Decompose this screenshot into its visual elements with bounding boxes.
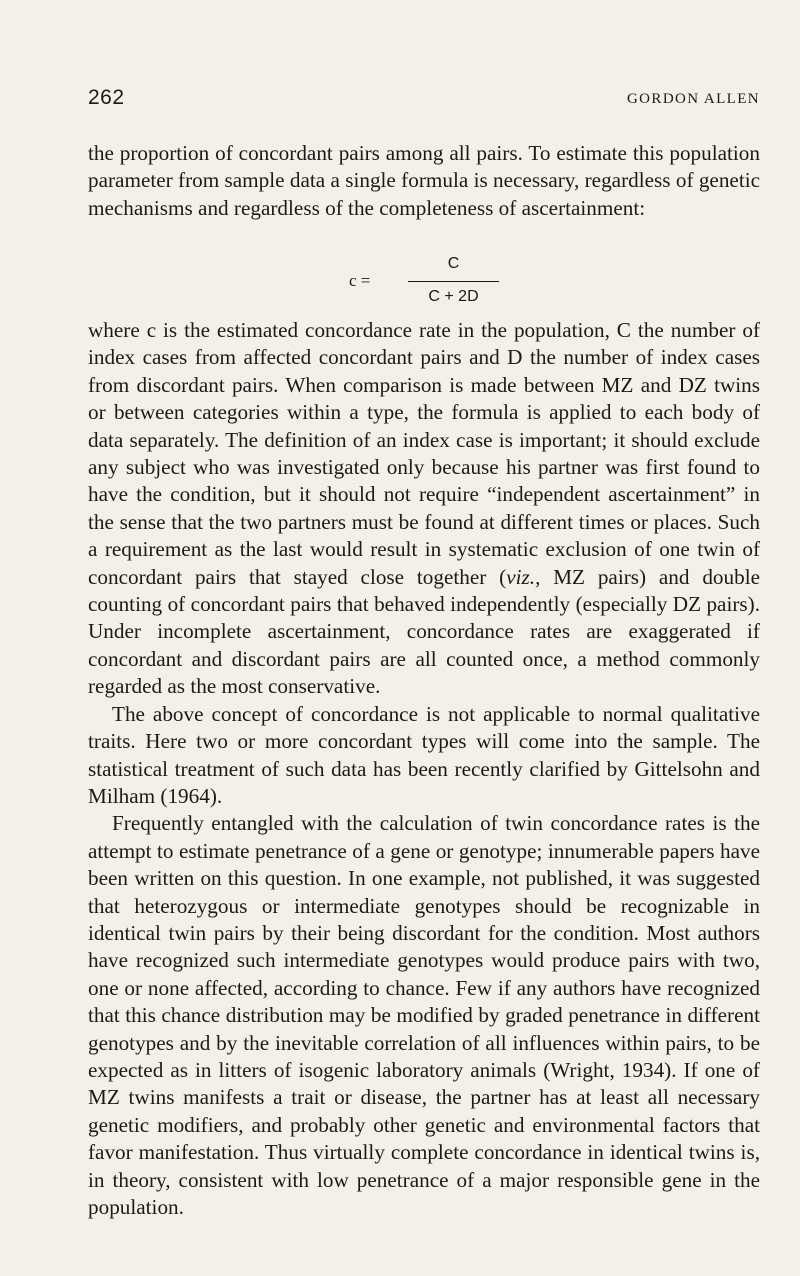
running-head bbox=[88, 86, 760, 112]
body-text-main bbox=[88, 317, 760, 1221]
concordance-formula bbox=[349, 255, 499, 311]
body-text-top bbox=[88, 140, 760, 222]
paragraph-3: The above concept of concordance is not applicable to normal qualitative traits. Here two or more concordant types will come into the sample. The statistical treatment of such data has been recently clarified by Gittelsohn and Milham (1964). bbox=[88, 701, 760, 808]
formula-denominator: C + 2D bbox=[428, 288, 479, 305]
page-number: 262 bbox=[88, 86, 125, 109]
paragraph-2-part-b: MZ pairs) and double counting of concordant pairs that behaved independently (especially DZ pairs). Under incomplete ascertainment, concordance rates are exaggerated if concordant and discordant pairs are all counted once, a method commonly regarded as the most conservative. bbox=[88, 564, 760, 699]
paragraph-2 bbox=[88, 317, 760, 701]
formula-numerator: C bbox=[447, 255, 460, 272]
paragraph-2-italic: viz., bbox=[506, 564, 541, 589]
fraction-bar bbox=[408, 281, 499, 282]
paragraph-1: the proportion of concordant pairs among all pairs. To estimate this population parameter from sample data a single formula is necessary, regardless of genetic mechanisms and regardless of the completeness of ascertainment: bbox=[88, 141, 760, 220]
paragraph-4: Frequently entangled with the calculation of twin concordance rates is the attempt to estimate penetrance of a gene or genotype; innumerable papers have been written on this question. In one example, not published, it was suggested that heterozygous or intermediate genotypes should be recognizable in identical twin pairs by their being discordant for the condition. Most authors have recognized such intermediate genotypes would produce pairs with two, one or none affected, according to chance. Few if any authors have recognized that this chance distribution may be modified by graded penetrance in different genotypes and by the inevitable correlation of all influences within pairs, to be expected as in litters of isogenic laboratory animals (Wright, 1934). If one of MZ twins manifests a trait or disease, the partner has at least all necessary genetic modifiers, and probably other genetic and environmental factors that favor manifestation. Thus virtually complete concordance in identical twins is, in theory, consistent with low penetrance of a major responsible gene in the population. bbox=[88, 811, 760, 1219]
formula-lhs: c = bbox=[349, 271, 371, 290]
paragraph-2-part-a: where c is the estimated concordance rate in the population, C the number of index cases from affected concordant pairs and D the number of index cases from discordant pairs. When comparison is made between MZ and DZ twins or between categories within a type, the formula is applied to each body of data separately. The definition of an index case is important; it should exclude any subject who was investigated only because his partner was first found to have the condition, but it should not require “independent ascertainment” in the sense that the two partners must be found at different times or places. Such a requirement as the last would result in systematic exclusion of one twin of concordant pairs that stayed close together ( bbox=[88, 318, 760, 589]
running-head-author: GORDON ALLEN bbox=[626, 91, 760, 107]
